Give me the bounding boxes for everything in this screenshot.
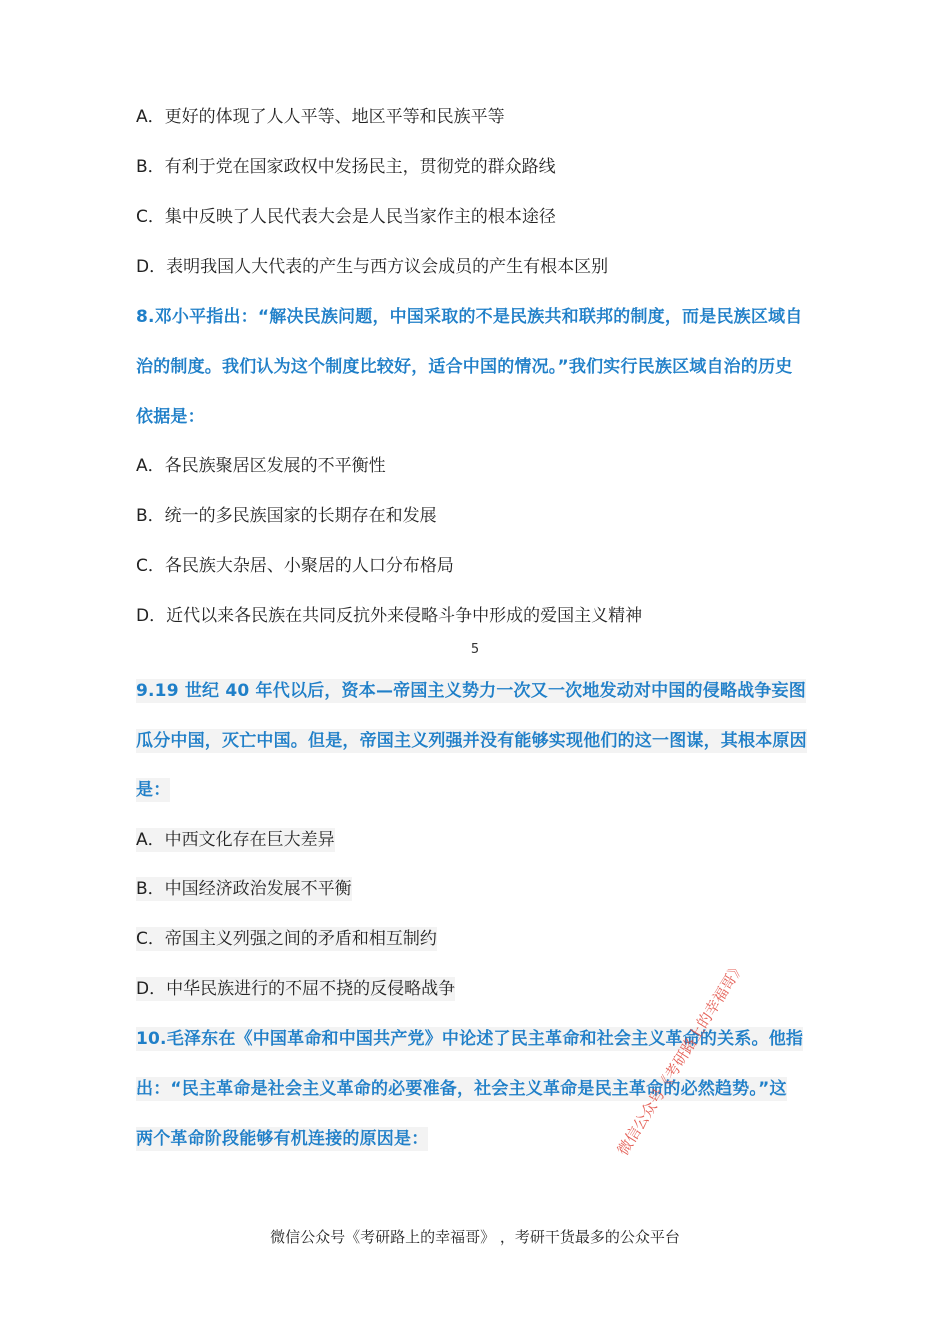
page-number: 5: [470, 642, 480, 657]
q10-question-line-2: 出：“民主革命是社会主义革命的必要准备，社会主义革命是民主革命的必然趋势。”这: [136, 1079, 787, 1099]
q9-option-b: B．中国经济政治发展不平衡: [136, 879, 352, 899]
q10-question-line-3: 两个革命阶段能够有机连接的原因是：: [136, 1129, 429, 1149]
q8-question-line-2: 治的制度。我们认为这个制度比较好，适合中国的情况。”我们实行民族区域自治的历史: [136, 357, 793, 377]
q8-question-line-1: 8.邓小平指出：“解决民族问题，中国采取的不是民族共和联邦的制度，而是民族区域自: [136, 307, 803, 327]
watermark-area: [613, 958, 820, 1240]
watermark-text: 微信公众号《考研路上的幸福哥》: [613, 958, 749, 1159]
q7-option-b: B．有利于党在国家政权中发扬民主，贯彻党的群众路线: [136, 157, 556, 177]
q8-option-d: D．近代以来各民族在共同反抗外来侵略斗争中形成的爱国主义精神: [136, 606, 643, 626]
q7-option-c: C．集中反映了人民代表大会是人民当家作主的根本途径: [136, 207, 556, 227]
q9-option-a: A．中西文化存在巨大差异: [136, 830, 335, 850]
q10-question-line-1: 10.毛泽东在《中国革命和中国共产党》中论述了民主革命和社会主义革命的关系。他指: [136, 1029, 804, 1049]
q8-option-a: A．各民族聚居区发展的不平衡性: [136, 456, 386, 476]
q7-option-a: A．更好的体现了人人平等、地区平等和民族平等: [136, 107, 505, 127]
q9-question-line-3: 是：: [136, 780, 171, 800]
q9-option-d: D．中华民族进行的不屈不挠的反侵略战争: [136, 979, 456, 999]
q9-question-line-1: 9.19 世纪 40 年代以后，资本—帝国主义势力一次又一次地发动对中国的侵略战争妄图: [136, 681, 806, 701]
footer-text: 微信公众号《考研路上的幸福哥》 ，考研干货最多的公众平台: [270, 1228, 680, 1246]
q7-option-d: D．表明我国人大代表的产生与西方议会成员的产生有根本区别: [136, 257, 609, 277]
q9-question-line-2: 瓜分中国，灭亡中国。但是，帝国主义列强并没有能够实现他们的这一图谋，其根本原因: [136, 731, 807, 751]
q8-option-c: C．各民族大杂居、小聚居的人口分布格局: [136, 556, 454, 576]
q9-option-c: C．帝国主义列强之间的矛盾和相互制约: [136, 929, 437, 949]
q8-option-b: B．统一的多民族国家的长期存在和发展: [136, 506, 437, 526]
q8-question-line-3: 依据是：: [136, 407, 205, 427]
